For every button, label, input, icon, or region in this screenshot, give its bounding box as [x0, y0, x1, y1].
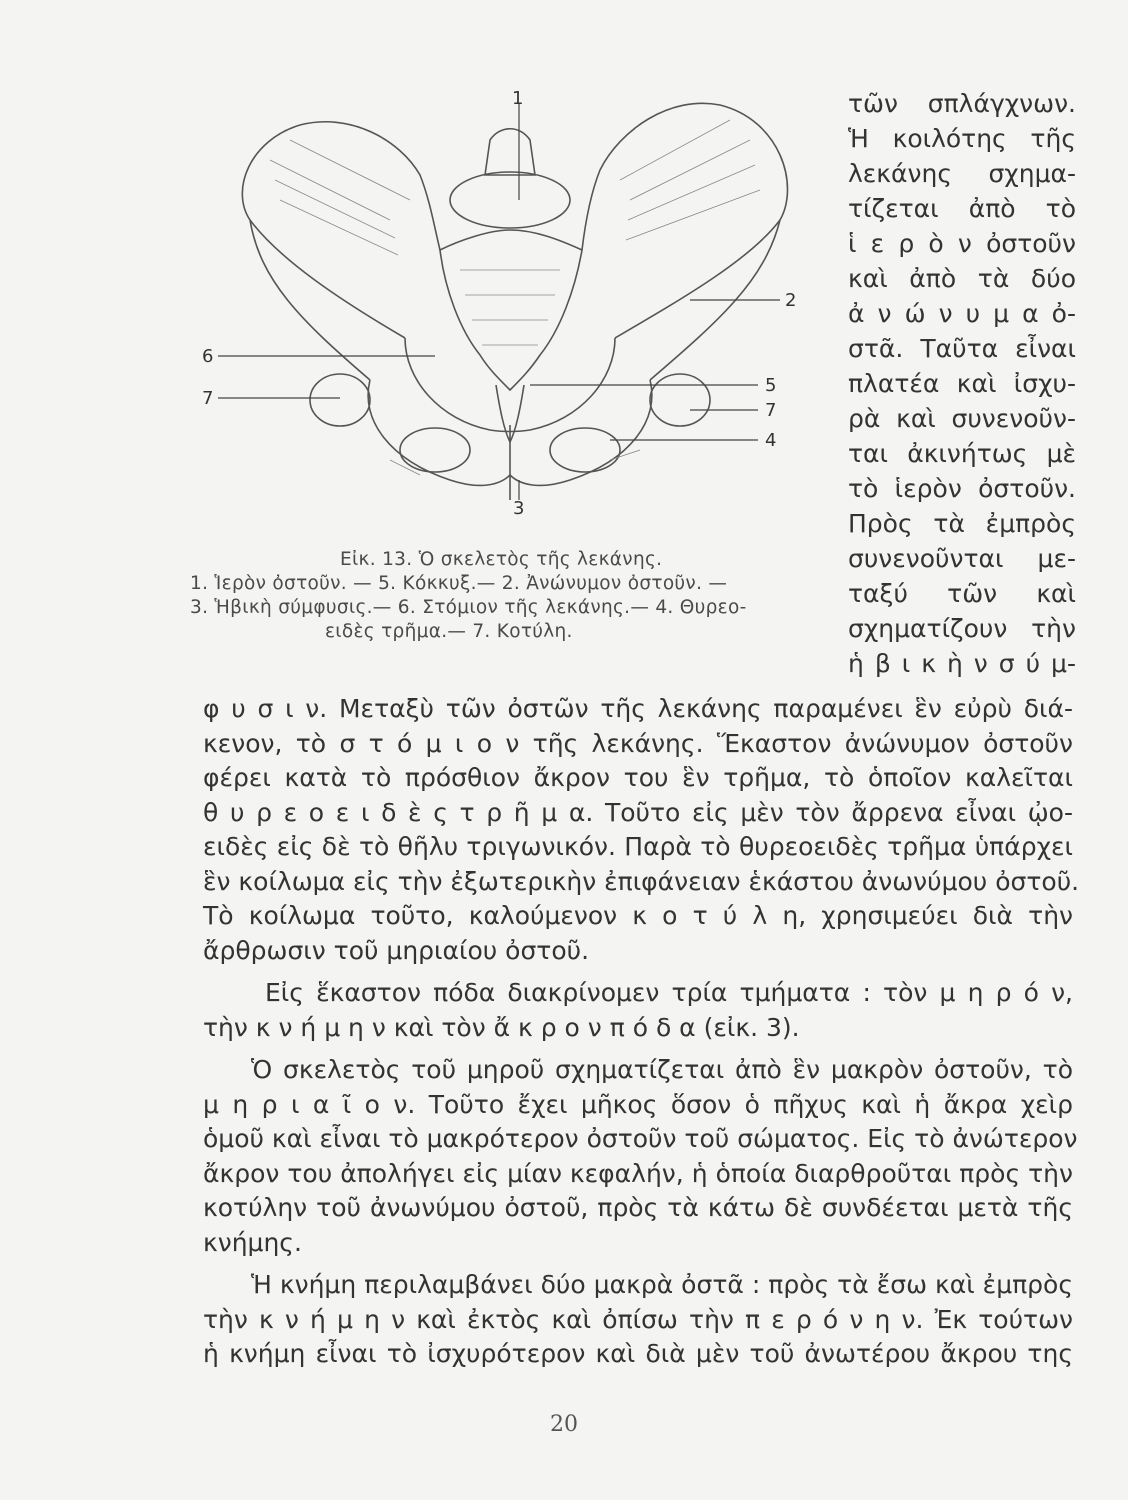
right-pubic-bone — [510, 380, 652, 485]
text-line: κενον, τὸ σ τ ό μ ι ο ν τῆς λεκάνης. Ἕκαστον ἀνώνυμον ὀστοῦν — [203, 728, 1073, 758]
text-line: Ἡ κνήμη περιλαμβάνει δύο μακρὰ ὀστᾶ : πρὸς τὰ ἔσω καὶ ἐμπρὸς — [251, 1270, 1073, 1299]
text-line: ἀ ν ώ ν υ μ α ὀ- — [848, 299, 1076, 328]
figure-label-3: 3 — [513, 498, 525, 519]
figure-label-4: 4 — [765, 430, 777, 451]
text-line: συνενοῦνται με- — [848, 544, 1076, 573]
text-line: ἓν κοίλωμα εἰς τὴν ἐξωτερικὴν ἐπιφάνειαν ἑκάστου ἀνωνύμου ὀστοῦ. — [203, 866, 1080, 896]
text-line: ἡ β ι κ ὴ ν σ ύ μ- — [848, 649, 1076, 678]
text-line: ἱ ε ρ ὸ ν ὀστοῦν — [848, 229, 1076, 258]
left-acetabulum — [310, 374, 370, 426]
caption-line: ειδὲς τρῆμα.— 7. Κοτύλη. — [325, 621, 573, 642]
text-line: λεκάνης σχημα- — [848, 159, 1076, 188]
text-line: πλατέα καὶ ἰσχυ- — [848, 369, 1076, 398]
text-line: Ὁ σκελετὸς τοῦ μηροῦ σχηματίζεται ἀπὸ ἓν μακρὸν ὀστοῦν, τὸ — [251, 1055, 1073, 1084]
text-line: Ἡ κοιλότης τῆς — [848, 124, 1076, 153]
text-line: κοτύλην τοῦ ἀνωνύμου ὀστοῦ, πρὸς τὰ κάτω δὲ συνδέεται μετὰ τῆς — [203, 1193, 1073, 1222]
text-line: φέρει κατὰ τὸ πρόσθιον ἄκρον του ἓν τρῆμα, τὸ ὁποῖον καλεῖται — [203, 763, 1073, 792]
text-line: Πρὸς τὰ ἐμπρὸς — [848, 509, 1076, 538]
text-line: ἡ κνήμη εἶναι τὸ ἰσχυρότερον καὶ διὰ μὲν τοῦ ἀνωτέρου ἄκρου της — [203, 1339, 1073, 1368]
left-iliac-wing — [242, 122, 440, 338]
sacral-base — [450, 172, 570, 228]
text-line: ἄρθρωσιν τοῦ μηριαίου ὀστοῦ. — [203, 935, 590, 965]
text-line: ἄκρον του ἀπολήγει εἰς μίαν κεφαλήν, ἡ ὁποία διαρθροῦται πρὸς τὴν — [203, 1158, 1073, 1188]
text-line: ειδὲς εἰς δὲ τὸ θῆλυ τριγωνικόν. Παρὰ τὸ θυρεοειδὲς τρῆμα ὑπάρχει — [203, 832, 1073, 861]
left-obturator-foramen — [400, 428, 470, 472]
figure-label-7-left: 7 — [202, 388, 214, 409]
text-line: στᾶ. Ταῦτα εἶναι — [848, 334, 1076, 363]
text-line: θ υ ρ ε ο ε ι δ ὲ ς τ ρ ῆ μ α. Τοῦτο εἰς μὲν τὸν ἄρρενα εἶναι ᾠο- — [203, 797, 1073, 827]
text-line: τὴν κ ν ή μ η ν καὶ ἐκτὸς καὶ ὀπίσω τὴν π ε ρ ό ν η ν. Ἐκ τούτων — [203, 1304, 1073, 1334]
figure-label-5: 5 — [765, 375, 777, 396]
text-line: ρὰ καὶ συνενοῦν- — [848, 404, 1076, 433]
figure-label-6: 6 — [202, 346, 214, 367]
text-line: κνήμης. — [203, 1227, 302, 1257]
side-column-text — [848, 86, 1076, 681]
text-line: τῶν σπλάγχνων. — [848, 89, 1076, 118]
figure-label-1: 1 — [512, 88, 524, 109]
text-line: σχηματίζουν τὴν — [848, 614, 1076, 643]
caption-line: 1. Ἱερὸν ὀστοῦν. — 5. Κόκκυξ.— 2. Ἀνώνυμον ὀστοῦν. — — [190, 573, 728, 594]
text-line: ται ἀκινήτως μὲ — [848, 439, 1076, 468]
pelvis-illustration — [190, 80, 830, 560]
figure-caption — [190, 548, 830, 644]
figure-label-7-right: 7 — [765, 400, 777, 421]
right-obturator-foramen — [550, 428, 620, 472]
caption-title: Εἰκ. 13. Ὁ σκελετὸς τῆς λεκάνης. — [340, 549, 663, 570]
text-line: Τὸ κοίλωμα τοῦτο, καλούμενον κ ο τ ύ λ η, χρησιμεύει διὰ τὴν — [203, 901, 1073, 930]
right-acetabulum — [650, 374, 710, 426]
page-number: 20 — [550, 1412, 578, 1437]
caption-line: 3. Ἡβικὴ σύμφυσις.— 6. Στόμιον τῆς λεκάνης.— 4. Θυρεο- — [190, 597, 747, 618]
text-line: τὴν κ ν ή μ η ν καὶ τὸν ἄ κ ρ ο ν π ό δ α (εἰκ. 3). — [203, 1012, 800, 1042]
right-iliac-wing — [582, 103, 788, 338]
sacrum — [440, 230, 582, 390]
text-line: Εἰς ἕκαστον πόδα διακρίνομεν τρία τμήματα : τὸν μ η ρ ό ν, — [265, 978, 1073, 1007]
text-line: μ η ρ ι α ῖ ο ν. Τοῦτο ἔχει μῆκος ὅσον ὁ πῆχυς καὶ ἡ ἄκρα χεὶρ — [203, 1089, 1073, 1119]
text-line: τίζεται ἀπὸ τὸ — [848, 194, 1076, 223]
text-line: τὸ ἱερὸν ὀστοῦν. — [848, 474, 1076, 503]
text-line: φ υ σ ι ν. Μεταξὺ τῶν ὀστῶν τῆς λεκάνης παραμένει ἓν εὐρὺ διά- — [203, 694, 1073, 723]
body-text — [203, 692, 1080, 1372]
left-pubic-bone — [368, 380, 510, 485]
text-line: καὶ ἀπὸ τὰ δύο — [848, 264, 1076, 293]
text-line: ταξύ τῶν καὶ — [848, 579, 1076, 608]
figure-label-2: 2 — [785, 290, 797, 311]
text-line: ὁμοῦ καὶ εἶναι τὸ μακρότερον ὀστοῦν τοῦ σώματος. Εἰς τὸ ἀνώτερον — [203, 1124, 1078, 1153]
